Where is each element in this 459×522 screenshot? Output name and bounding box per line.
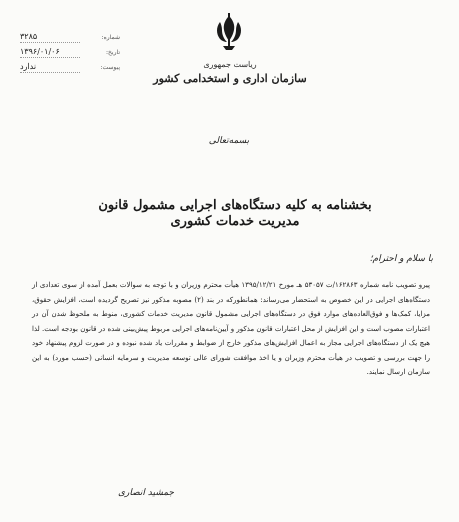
circular-title: بخشنامه به کلیه دستگاه‌های اجرایی مشمول قانون مدیریت خدمات کشوری bbox=[98, 198, 372, 229]
salutation: با سلام و احترام؛ bbox=[369, 254, 433, 264]
iran-emblem-graphic bbox=[208, 10, 250, 54]
number-value: ۳۲۸۵ bbox=[20, 32, 80, 43]
attachment-value: ندارد bbox=[20, 62, 80, 73]
date-label: تاریخ: bbox=[106, 48, 120, 56]
organization-name: سازمان اداری و استخدامی کشور bbox=[153, 72, 307, 85]
meta-attachment-row bbox=[20, 60, 120, 74]
presidency-label: ریاست جمهوری bbox=[203, 60, 257, 69]
date-value: ۱۳۹۶/۰۱/۰۶ bbox=[20, 47, 80, 58]
signature-name: جمشید انصاری bbox=[117, 488, 174, 498]
meta-date-row bbox=[20, 45, 120, 59]
letter-metadata bbox=[20, 30, 120, 75]
bismillah-heading: بسمه‌تعالی bbox=[208, 136, 250, 146]
meta-number-row bbox=[20, 30, 120, 44]
iran-emblem-icon bbox=[208, 10, 250, 54]
body-paragraph: پیرو تصویب نامه شماره ۱۶۲۸۶۳/ت ۵۳۰۵۷ هـ مورخ ۱۳۹۵/۱۲/۲۱ هیأت محترم وزیران و با توجه به سوالات بعمل آمده از سوی تعدادی از دستگاه‌های اجرایی در این خصوص به استحضار می‌رساند: همانطورکه در بند (۲) مصوبه مذکور نیز تصریح گردیده است، افزایش حقوق، مزایا، کمک‌ها و فوق‌العاده‌های موارد فوق در دستگاه‌های اجرایی مشمول قانون مدیریت خدمات کشوری، منوط به ملحوظ شدن آن در اعتبارات مصوب است و این افزایش از محل اعتبارات قانون مذکور و آیین‌نامه‌های اجرایی مربوط پیش‌بینی شده در قانون بودجه است. لذا هیچ یک از دستگاه‌های اجرایی مجاز به اعمال افزایش‌های مذکور خارج از ضوابط و مقررات یاد شده نبوده و در صورت لزوم پیشنهاد خود را جهت بررسی و تصویب در هیأت محترم وزیران و یا اخذ موافقت شورای عالی توسعه مدیریت و سرمایه انسانی (حسب مورد) به این سازمان ارسال نمایند. bbox=[32, 281, 431, 376]
attachment-label: پیوست: bbox=[100, 63, 120, 71]
letterhead bbox=[150, 60, 310, 86]
number-label: شماره: bbox=[101, 33, 120, 41]
letter-body bbox=[32, 278, 430, 380]
